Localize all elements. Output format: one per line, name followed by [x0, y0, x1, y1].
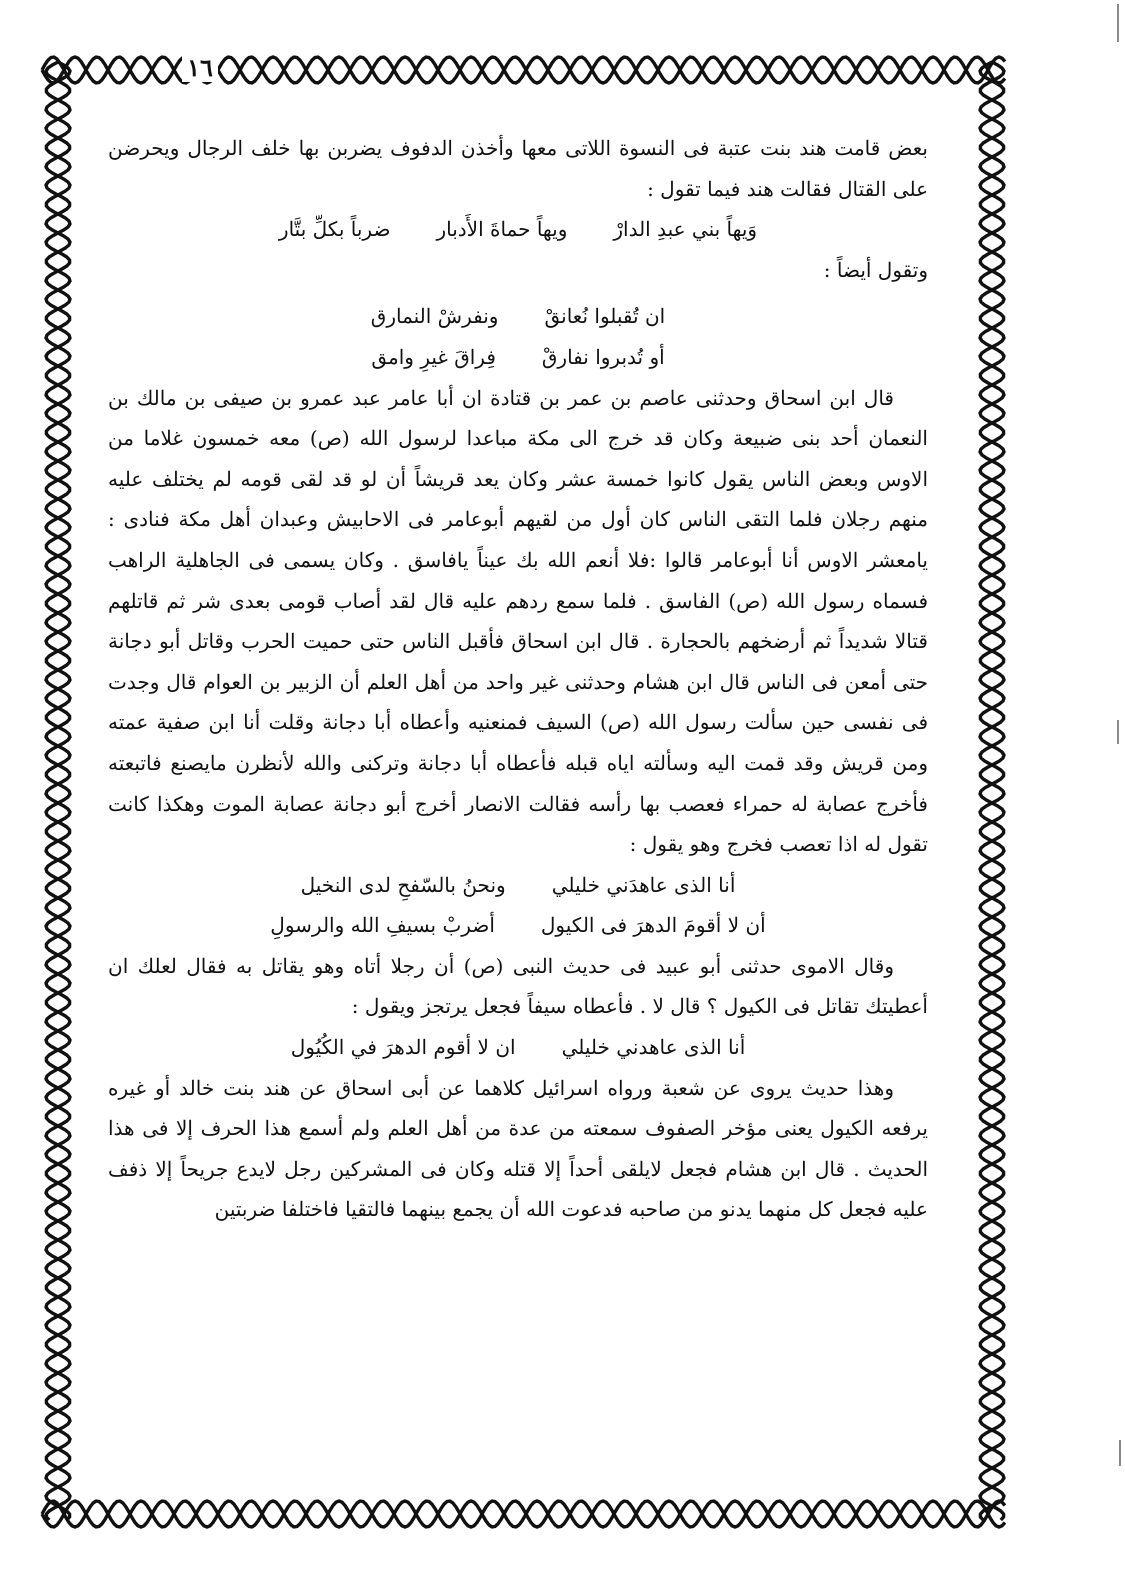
verse-line [108, 865, 928, 906]
scan-edge-mark [1119, 1440, 1121, 1466]
scan-edge-mark [1117, 720, 1119, 744]
verse-hemistich: ونفرشْ النمارق [370, 304, 499, 329]
verse-hemistich: ضرباً بكلِّ بتَّار [278, 217, 391, 242]
verse-hemistich: فِراقَ غيرِ وامق [371, 344, 496, 369]
verse-hemistich: ونحنُ بالسّفحِ لدى النخيل [300, 872, 506, 897]
verse-hemistich: أو تُدبروا نفارقْ [541, 344, 665, 369]
paragraph-abu-amir: قال ابن اسحاق وحدثنى عاصم بن عمر بن قتادة ان أبا عامر عبد عمرو بن صيفى بن مالك بن النعمان أحد بنى ضبيعة وكان قد خرج الى مكة مباعدا لرسول الله (ص) معه خمسون غلاما من الاوس وبعض الناس يقول كانوا خمسة عشر وكان يعد قريشاً أن لو قد لقى قومه لم يختلف عليه منهم رجلان فلما التقى الناس كان أول من لقيهم أبوعامر فى الاحابيش وعبدان أهل مكة فنادى : يامعشر الاوس أنا أبوعامر قالوا :فلا أنعم الله بك عيناً يافاسق . وكان يسمى فى الجاهلية الراهب فسماه رسول الله (ص) الفاسق . فلما سمع ردهم عليه قال لقد أصاب قومى بعدى شر ثم قاتلهم قتالا شديداً ثم أرضخهم بالحجارة . قال ابن اسحاق فأقبل الناس حتى حميت الحرب وقاتل أبو دجانة حتى أمعن فى الناس قال ابن هشام وحدثنى غير واحد من أهل العلم أن الزبير بن العوام قال وجدت فى نفسى حين سألت رسول الله (ص) السيف فمنعنيه وأعطاه أبا دجانة وقلت أنا ابن صفية عمته ومن قريش وقد قمت اليه وسألته اياه قبله فأعطاه أبا دجانة وتركنى والله لأنظرن مايصنع فاتبعته فأخرج عصابة له حمراء فعصب بها رأسه فقالت الانصار أخرج أبو دجانة عصابة الموت وهكذا كانت تقول له اذا تعصب فخرج وهو يقول : [108, 385, 928, 857]
verse-hemistich: ان تُقبلوا نُعانقْ [544, 304, 666, 329]
verse-hemistich: أن لا أقومَ الدهرَ فى الكيول [540, 913, 766, 938]
page-number: ١٦ [182, 54, 218, 82]
paragraph-hind: بعض قامت هند بنت عتبة فى النسوة اللاتى معها وأخذن الدفوف يضربن بها خلف الرجال ويحرضن على القتال فقالت هند فيما تقول : [108, 136, 928, 201]
verse-intro: وتقول أيضاً : [823, 257, 928, 282]
verse-line [108, 209, 928, 250]
verse-hemistich: أنا الذى عاهدَني خليلي [551, 872, 736, 897]
verse-line [108, 1027, 928, 1068]
verse-hemistich: أضربْ بسيفِ الله والرسولِ [270, 913, 495, 938]
verse-hemistich: وَيهاً بني عبدِ الدارْ [613, 217, 758, 242]
scan-edge-mark [1117, 4, 1119, 42]
verse-line [108, 905, 928, 946]
verse-line [108, 296, 928, 337]
paragraph-kayul: وهذا حديث يروى عن شعبة ورواه اسرائيل كلاهما عن أبى اسحاق عن هند بنت خالد أو غيره يرفعه الكيول يعنى مؤخر الصفوف سمعته من عدة من أهل العلم ولم أسمع هذا الحرف إلا فى هذا الحديث . قال ابن هشام فجعل لايلقى أحداً إلا قتله وكان فى المشركين رجل لايدع جريحاً إلا ذفف عليه فجعل كل منهما يدنو من صاحبه فدعوت الله أن يجمع بينهما فالتقيا فاختلفا ضربتين [108, 1075, 928, 1222]
verse-line [108, 337, 928, 378]
verse-hemistich: أنا الذى عاهدني خليلي [561, 1035, 746, 1060]
paragraph-umawi: وقال الاموى حدثنى أبو عبيد فى حديث النبى (ص) أن رجلا أتاه وهو يقاتل به فقال لعلك ان أعطيتك تقاتل فى الكيول ؟ قال لا . فأعطاه سيفاً فجعل يرتجز ويقول : [108, 953, 928, 1019]
verse-hemistich: ويهاً حماةَ الأَدبار [436, 217, 568, 242]
main-text [108, 128, 928, 1230]
verse-hemistich: ان لا أقوم الدهرَ في الكُيُول [290, 1035, 516, 1060]
